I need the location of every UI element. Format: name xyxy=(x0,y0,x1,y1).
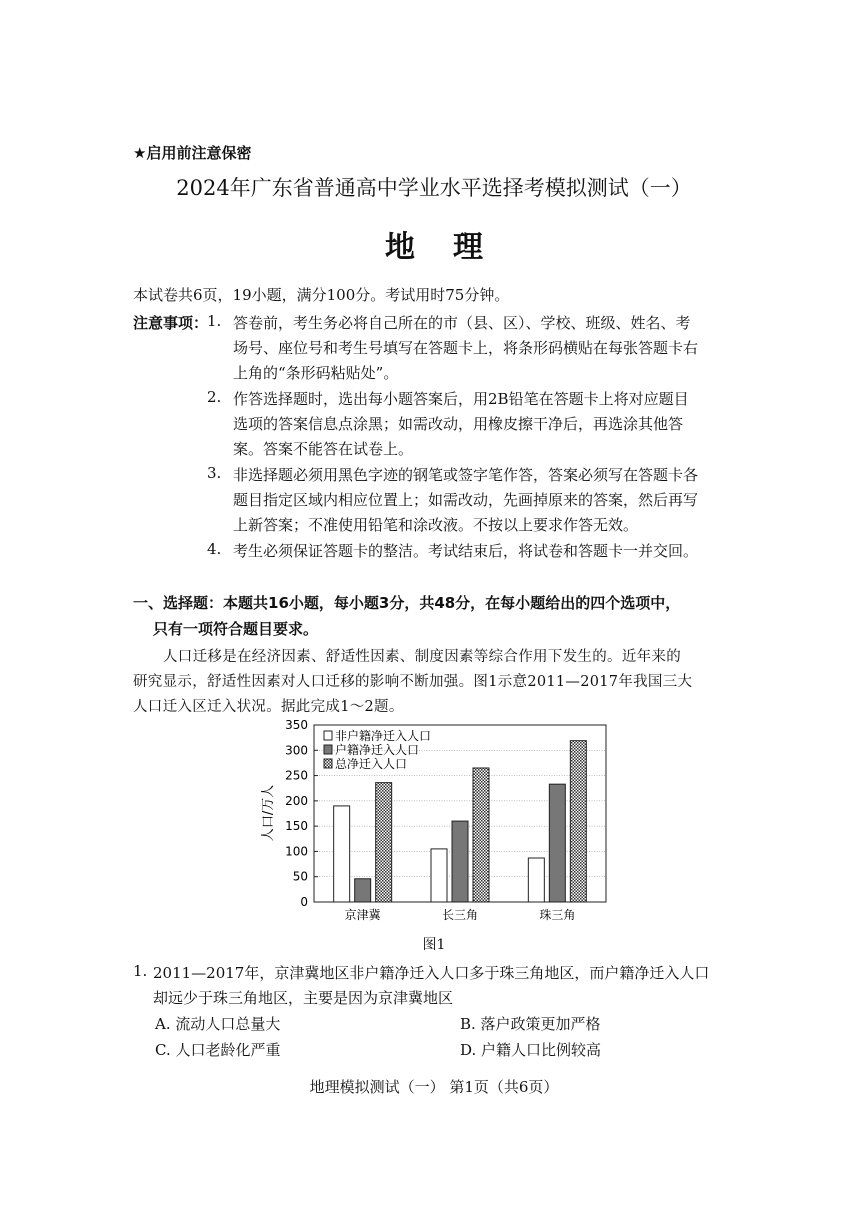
exam-intro: 本试卷共6页，19小题，满分100分。考试用时75分钟。 xyxy=(133,286,510,304)
notice-line: 案。答案不能答在试卷上。 xyxy=(233,440,414,458)
bar xyxy=(549,784,565,902)
legend-label: 非户籍净迁入人口 xyxy=(335,729,432,743)
bar xyxy=(376,783,392,902)
bar xyxy=(473,768,489,902)
option-b: B. 落户政策更加严格 xyxy=(460,1015,601,1033)
exam-title: 2024年广东省普通高中学业水平选择考模拟测试（一） xyxy=(176,176,692,200)
question-stem-cont: 却远少于珠三角地区，主要是因为京津冀地区 xyxy=(153,989,454,1007)
legend-label: 总净迁入人口 xyxy=(335,757,408,771)
notice-line: 场号、座位号和考生号填写在答题卡上，将条形码横贴在每张答题卡右 xyxy=(233,339,699,357)
notice-line: 上角的“条形码粘贴处”。 xyxy=(233,364,399,382)
bar xyxy=(570,741,586,902)
x-axis-categories xyxy=(345,907,576,922)
option-d: D. 户籍人口比例较高 xyxy=(460,1041,602,1059)
population-migration-chart xyxy=(250,715,620,930)
x-category-label: 京津冀 xyxy=(344,908,381,922)
y-tick-label: 250 xyxy=(285,768,308,783)
bar xyxy=(528,858,544,902)
option-c: C. 人口老龄化严重 xyxy=(155,1041,281,1059)
page-footer: 地理模拟测试（一） 第1页（共6页） xyxy=(309,1078,559,1096)
bar xyxy=(334,806,350,902)
passage-line: 人口迁移是在经济因素、舒适性因素、制度因素等综合作用下发生的。近年来的 xyxy=(163,649,681,665)
y-axis-ticks xyxy=(285,718,318,909)
legend-swatch xyxy=(324,731,332,740)
question-stem: 2011—2017年，京津冀地区非户籍净迁入人口多于珠三角地区，而户籍净迁入人口 xyxy=(153,964,710,982)
y-tick-label: 300 xyxy=(285,743,308,758)
notice-line: 题目指定区域内相应位置上；如需改动，先画掉原来的答案，然后再写 xyxy=(233,491,699,509)
chart-legend xyxy=(324,728,431,771)
bar xyxy=(431,849,447,902)
notice-line: 考生必须保证答题卡的整洁。考试结束后，将试卷和答题卡一并交回。 xyxy=(233,542,699,560)
passage-line: 研究显示，舒适性因素对人口迁移的影响不断加强。图1示意2011—2017年我国三大 xyxy=(133,674,693,690)
confidential-note: ★启用前注意保密 xyxy=(133,144,252,162)
y-tick-label: 50 xyxy=(292,869,308,884)
passage-line: 人口迁入区迁入状况。据此完成1～2题。 xyxy=(133,699,404,715)
section-heading: 一、选择题：本题共16小题，每小题3分，共48分，在每小题给出的四个选项中， xyxy=(133,594,681,612)
section-heading-cont: 只有一项符合题目要求。 xyxy=(153,620,319,638)
x-category-label: 珠三角 xyxy=(539,908,576,922)
x-category-label: 长三角 xyxy=(441,908,479,922)
notice-item-number: 1. xyxy=(207,312,222,330)
notice-item-number: 2. xyxy=(207,388,222,406)
y-tick-label: 200 xyxy=(285,793,308,808)
legend-label: 户籍净迁入人口 xyxy=(335,743,420,757)
notice-line: 非选择题必须用黑色字迹的钢笔或签字笔作答，答案必须写在答题卡各 xyxy=(233,466,699,484)
notice-item-number: 3. xyxy=(207,464,222,482)
option-a: A. 流动人口总量大 xyxy=(155,1015,281,1033)
bar xyxy=(452,821,468,902)
notice-line: 答卷前，考生务必将自己所在的市（县、区）、学校、班级、姓名、考 xyxy=(233,314,691,332)
legend-swatch xyxy=(324,745,332,754)
notice-line: 上新答案；不准使用铅笔和涂改液。不按以上要求作答无效。 xyxy=(233,516,639,534)
question-number: 1. xyxy=(133,962,148,980)
bar xyxy=(355,879,371,902)
figure-caption: 图1 xyxy=(422,937,446,953)
notice-label: 注意事项： xyxy=(133,314,209,332)
notice-line: 作答选择题时，选出每小题答案后，用2B铅笔在答题卡上将对应题目 xyxy=(233,390,689,408)
y-tick-label: 150 xyxy=(285,819,308,834)
notice-line: 选项的答案信息点涂黑；如需改动，用橡皮擦干净后，再选涂其他答 xyxy=(233,415,684,433)
y-tick-label: 0 xyxy=(300,895,308,909)
y-tick-label: 100 xyxy=(285,844,308,859)
notice-item-number: 4. xyxy=(207,540,222,558)
subject-title: 地理 xyxy=(385,230,521,265)
y-tick-label: 350 xyxy=(285,718,308,732)
y-axis-label: 人口/万人 xyxy=(261,784,276,842)
legend-swatch xyxy=(324,759,332,768)
